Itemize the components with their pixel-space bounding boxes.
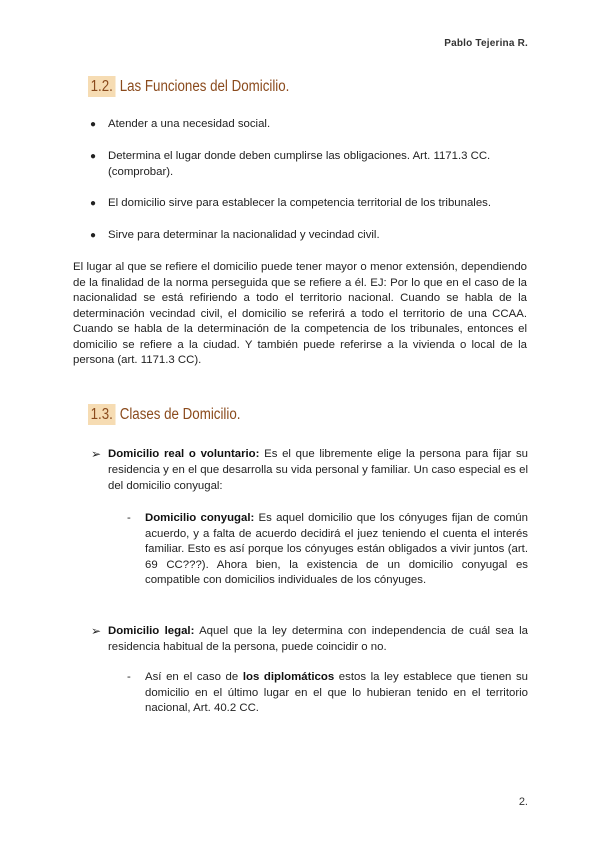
section-number: 1.3. (88, 404, 115, 425)
list-item-text: Determina el lugar donde deben cumplirse las obligaciones. Art. 1171.3 CC. (comprobar). (108, 150, 491, 178)
bullet-icon: ● (90, 151, 97, 162)
list-item-text: Sirve para determinar la nacionalidad y vecindad civil. (108, 229, 380, 241)
arrow-bullet-icon: ➢ (91, 624, 102, 638)
bullet-icon: ● (90, 198, 97, 209)
list-item-text: El domicilio sirve para establecer la competencia territorial de los tribunales. (108, 197, 492, 209)
list-item (90, 228, 530, 244)
functions-bullet-list-3 (90, 196, 530, 212)
dash-bullet-icon: - (127, 512, 131, 524)
list-item-text (91, 623, 528, 655)
section-title: Las Funciones del Domicilio. (119, 78, 290, 95)
sub-item-diplomaticos (127, 670, 528, 717)
arrow-bullet-icon: ➢ (91, 447, 102, 461)
page-number: 2. (518, 796, 528, 808)
functions-bullet-list-4 (90, 228, 530, 244)
definition: Aquel que la ley determina con independencia de cuál sea la residencia habitual de la persona, puede coincidir o no. (108, 625, 528, 653)
term: los diplomáticos (242, 671, 335, 683)
term: Domicilio conyugal: (145, 512, 255, 524)
text-after: estos la ley establece que tienen su domicilio en el último lugar en el que lo hubieran tenido en el territorio nacional, Art. 40.2 CC. (145, 671, 529, 714)
bullet-icon: ● (90, 230, 97, 241)
list-item (90, 117, 530, 133)
section-title: Clases de Domicilio. (119, 406, 241, 423)
list-item-text (127, 511, 528, 589)
list-item (90, 196, 530, 212)
list-item-domicilio-legal (91, 623, 528, 655)
section-number: 1.2. (88, 76, 115, 97)
author-name: Pablo Tejerina R. (444, 38, 528, 49)
list-item (90, 149, 530, 180)
section-heading-funciones (88, 78, 289, 96)
definition: Es aquel domicilio que los cónyuges fijan de común acuerdo, y a falta de acuerdo decidirá el juez teniendo el cuenta el interés familiar. Esto es así porque los cónyuges están obligados a vivir juntos (art. 69 CC???). Ahora bien, la existencia de un domicilio conyugal es compatible con domicilios individuales de los cónyuges. (145, 512, 528, 586)
body-paragraph: El lugar al que se refiere el domicilio puede tener mayor o menor extensión, dependiendo de la finalidad de la norma perseguida que se refiere a él. EJ: Por lo que en el caso de la nacionalidad se está refiriendo a todo el territorio nacional. Cuando se habla de la determinación vecindad civil, el domicilio se referirá a todo el territorio de una CCAA. Cuando se habla de la determinación de la competencia de los tribunales, entonces el domicilio se refiere a la ciudad. Y también puede referirse a la vivienda o local de la persona (art. 1171.3 CC). (73, 261, 527, 366)
definition: Es el que libremente elige la persona para fijar su residencia y en el que desarrolla su vida personal y familiar. Un caso especial es el del domicilio conyugal: (108, 448, 528, 492)
term: Domicilio real o voluntario: (108, 448, 260, 460)
section-heading-clases (88, 406, 240, 424)
sub-item-domicilio-conyugal (127, 511, 528, 589)
list-item-text (91, 446, 528, 494)
dash-bullet-icon: - (127, 671, 131, 683)
list-item-text: Atender a una necesidad social. (108, 118, 271, 130)
term: Domicilio legal: (108, 625, 195, 637)
list-item-text (127, 670, 528, 717)
functions-bullet-list (90, 117, 530, 133)
text-before: Así en el caso de (145, 671, 243, 683)
bullet-icon: ● (90, 119, 97, 130)
list-item-domicilio-real (91, 446, 528, 494)
functions-bullet-list-2 (90, 149, 530, 180)
